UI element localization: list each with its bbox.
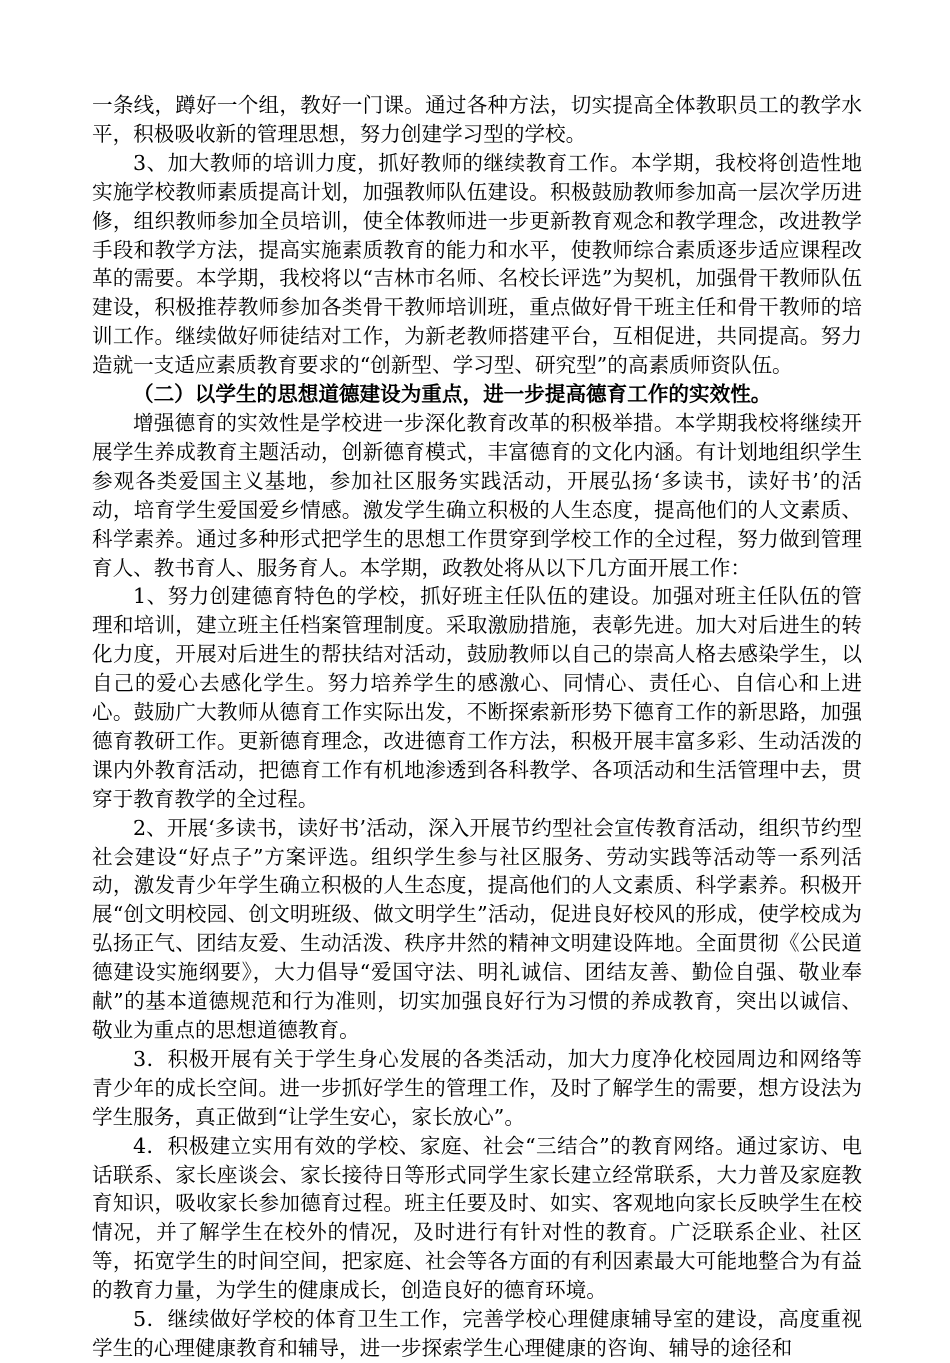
paragraph-moral-education-intro: 增强德育的实效性是学校进一步深化教育改革的积极举措。本学期我校将继续开展学生养成教育主题活动，创新德育模式，丰富德育的文化内涵。有计划地组织学生参观各类爱国主义基地，参加社区服务实践活动，开展弘扬‘多读书，读好书’的活动，培育学生爱国爱乡情感。激发学生确立积极的人生态度，提高他们的人文素质、科学素养。通过多种形式把学生的思想工作贯穿到学校工作的全过程，努力做到管理育人、教书育人、服务育人。本学期，政教处将从以下几方面开展工作：	[92, 410, 862, 580]
paragraph-item-1: 1、努力创建德育特色的学校，抓好班主任队伍的建设。加强对班主任队伍的管理和培训，建立班主任档案管理制度。采取激励措施，表彰先进。加大对后进生的转化力度，开展对后进生的帮扶结对活动，鼓励教师以自己的崇高人格去感染学生，以自己的爱心去感化学生。努力培养学生的感激心、同情心、责任心、自信心和上进心。鼓励广大教师从德育工作实际出发，不断探索新形势下德育工作的新思路，加强德育教研工作。更新德育理念，改进德育工作方法，积极开展丰富多彩、生动活泼的课内外教育活动，把德育工作有机地渗透到各科教学、各项活动和生活管理中去，贯穿于教育教学的全过程。	[92, 584, 862, 811]
paragraph-item-3: 3．积极开展有关于学生身心发展的各类活动，加大力度净化校园周边和网络等青少年的成长空间。进一步抓好学生的管理工作，及时了解学生的需要，想方设法为学生服务，真正做到“让学生安心，家长放心”。	[92, 1046, 862, 1129]
paragraph-continuation: 一条线，蹲好一个组，教好一门课。通过各种方法，切实提高全体教职员工的教学水平，积极吸收新的管理思想，努力创建学习型的学校。	[92, 93, 862, 146]
document-page	[92, 91, 862, 1363]
paragraph-item-2: 2、开展‘多读书，读好书’活动，深入开展节约型社会宣传教育活动，组织节约型社会建设“好点子”方案评选。组织学生参与社区服务、劳动实践等活动等一系列活动，激发青少年学生确立积极的人生态度，提高他们的人文素质、科学素养。积极开展“创文明校园、创文明班级、做文明学生”活动，促进良好校风的形成，使学校成为弘扬正气、团结友爱、生动活泼、秩序井然的精神文明建设阵地。全面贯彻《公民道德建设实施纲要》，大力倡导“爱国守法、明礼诚信、团结友善、勤俭自强、敬业奉献”的基本道德规范和行为准则，切实加强良好行为习惯的养成教育，突出以诚信、敬业为重点的思想道德教育。	[92, 815, 862, 1042]
paragraph-teacher-training: 3、加大教师的培训力度，抓好教师的继续教育工作。本学期，我校将创造性地实施学校教师素质提高计划，加强教师队伍建设。积极鼓励教师参加高一层次学历进修，组织教师参加全员培训，使全体教师进一步更新教育观念和教学理念，改进教学手段和教学方法，提高实施素质教育的能力和水平，使教师综合素质逐步适应课程改革的需要。本学期，我校将以“吉林市名师、名校长评选”为契机，加强骨干教师队伍建设，积极推荐教师参加各类骨干教师培训班，重点做好骨干班主任和骨干教师的培训工作。继续做好师徒结对工作，为新老教师搭建平台，互相促进，共同提高。努力造就一支适应素质教育要求的“创新型、学习型、研究型”的高素质师资队伍。	[92, 150, 862, 378]
paragraph-item-5: 5．继续做好学校的体育卫生工作，完善学校心理健康辅导室的建设，高度重视学生的心理健康教育和辅导，进一步探索学生心理健康的咨询、辅导的途径和	[92, 1307, 862, 1360]
section-heading: （二）以学生的思想道德建设为重点，进一步提高德育工作的实效性。	[133, 382, 772, 407]
paragraph-item-4: 4．积极建立实用有效的学校、家庭、社会“三结合”的教育网络。通过家访、电话联系、家长座谈会、家长接待日等形式同学生家长建立经常联系，大力普及家庭教育知识，吸收家长参加德育过程。班主任要及时、如实、客观地向家长反映学生在校情况，并了解学生在校外的情况，及时进行有针对性的教育。广泛联系企业、社区等，拓宽学生的时间空间，把家庭、社会等各方面的有利因素最大可能地整合为有益的教育力量，为学生的健康成长，创造良好的德育环境。	[92, 1133, 862, 1303]
